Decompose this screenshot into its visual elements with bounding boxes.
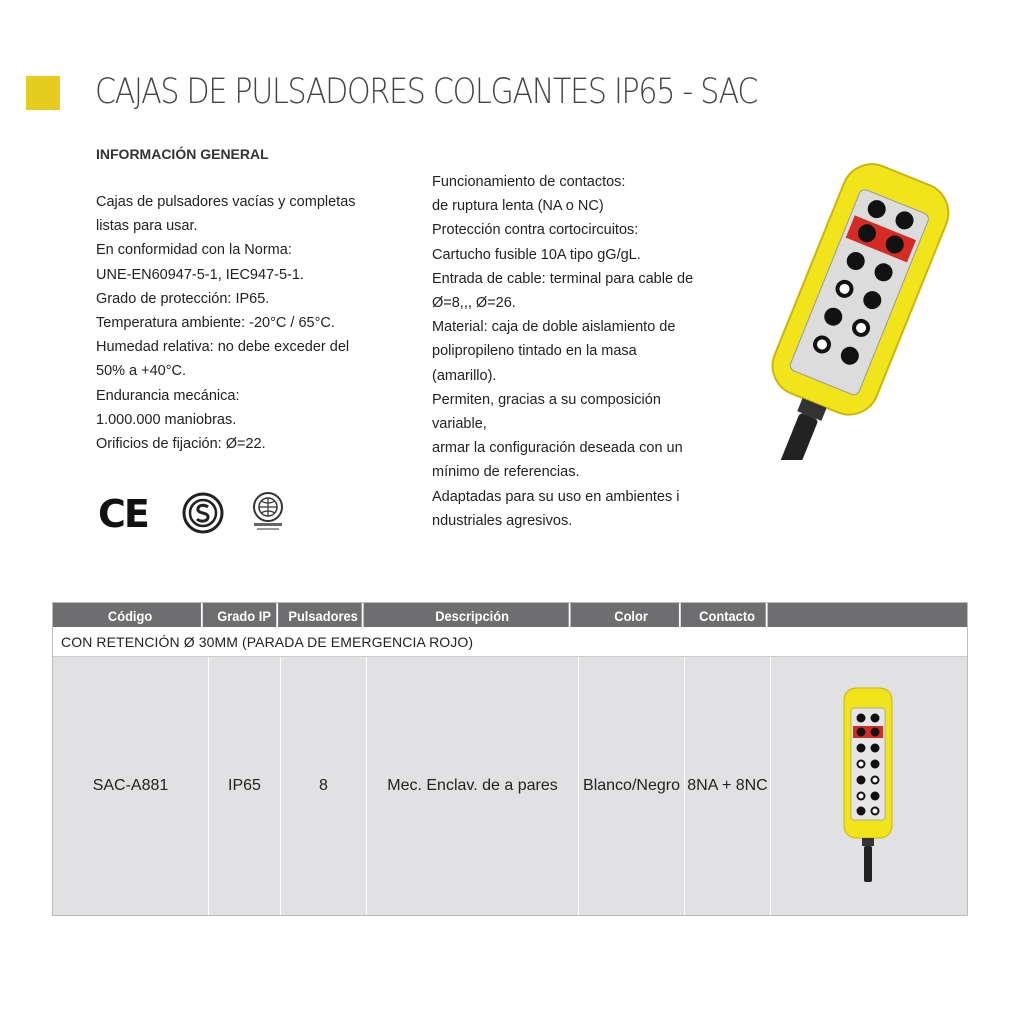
cell-product-image <box>771 657 965 915</box>
cell-descripcion: Mec. Enclav. de a pares <box>367 657 579 915</box>
info-line: Funcionamiento de contactos: <box>432 174 626 190</box>
column-header-contacto: Contacto <box>688 603 767 627</box>
info-line: Ø=8,,, Ø=26. <box>432 295 516 312</box>
info-line: Cajas de pulsadores vacías y completas <box>96 194 356 210</box>
info-line: ndustriales agresivos. <box>432 512 573 529</box>
info-line: de ruptura lenta (NA o NC) <box>432 198 604 215</box>
column-header-grado-ip: Grado IP <box>212 603 278 627</box>
cell-contacto: 8NA + 8NC <box>685 657 771 915</box>
ce-mark-icon: CE <box>98 492 148 536</box>
page-title: CAJAS DE PULSADORES COLGANTES IP65 - SAC <box>95 72 758 112</box>
info-line: Protección contra cortocircuitos: <box>432 222 639 239</box>
section-heading: INFORMACIÓN GENERAL <box>96 146 269 162</box>
cell-pulsadores: 8 <box>281 657 367 915</box>
info-line: Cartucho fusible 10A tipo gG/gL. <box>432 246 641 263</box>
cell-color: Blanco/Negro <box>579 657 685 915</box>
info-line: polipropileno tintado en la masa <box>432 343 637 360</box>
cell-grado-ip: IP65 <box>209 657 281 915</box>
table-row <box>53 657 967 915</box>
info-line: armar la configuración deseada con un <box>432 440 683 457</box>
info-line: Permiten, gracias a su composición <box>432 391 661 408</box>
info-line: Material: caja de doble aislamiento de <box>432 319 676 336</box>
column-header-codigo: Código <box>59 603 203 627</box>
cell-codigo: SAC-A881 <box>53 657 209 915</box>
info-line: Grado de protección: IP65. <box>96 290 270 307</box>
info-line: Entrada de cable: terminal para cable de <box>432 270 694 287</box>
info-line: Orificios de fijación: Ø=22. <box>96 436 266 453</box>
info-line: En conformidad con la Norma: <box>96 242 292 259</box>
info-column-right <box>432 170 732 533</box>
info-line: UNE-EN60947-5-1, IEC947-5-1. <box>96 266 304 283</box>
info-line: 1.000.000 maniobras. <box>96 411 237 428</box>
product-photo-pendant <box>730 160 960 460</box>
iso9001-seal-icon <box>248 490 288 532</box>
info-line: 50% a +40°C. <box>96 363 187 380</box>
column-header-pulsadores: Pulsadores <box>284 603 363 627</box>
info-line: Endurancia mecánica: <box>96 387 240 404</box>
info-line: Temperatura ambiente: -20°C / 65°C. <box>96 315 335 332</box>
table-group-label: CON RETENCIÓN Ø 30MM (PARADA DE EMERGENCIA ROJO) <box>53 627 967 657</box>
product-thumbnail-pendant <box>838 686 898 886</box>
product-table <box>52 602 968 916</box>
table-header <box>53 603 967 627</box>
certification-logos <box>96 490 296 550</box>
column-header-image <box>779 603 957 627</box>
s-mark-seal-icon <box>182 492 224 534</box>
title-accent-square <box>26 76 60 110</box>
info-line: listas para usar. <box>96 218 198 235</box>
column-header-descripcion: Descripción <box>375 603 570 627</box>
info-column-left <box>96 190 396 456</box>
info-line: Humedad relativa: no debe exceder del <box>96 339 350 356</box>
column-header-color: Color <box>583 603 681 627</box>
info-line: (amarillo). <box>432 367 497 384</box>
info-line: Adaptadas para su uso en ambientes i <box>432 488 680 505</box>
info-line: mínimo de referencias. <box>432 464 580 481</box>
info-line: variable, <box>432 416 487 433</box>
